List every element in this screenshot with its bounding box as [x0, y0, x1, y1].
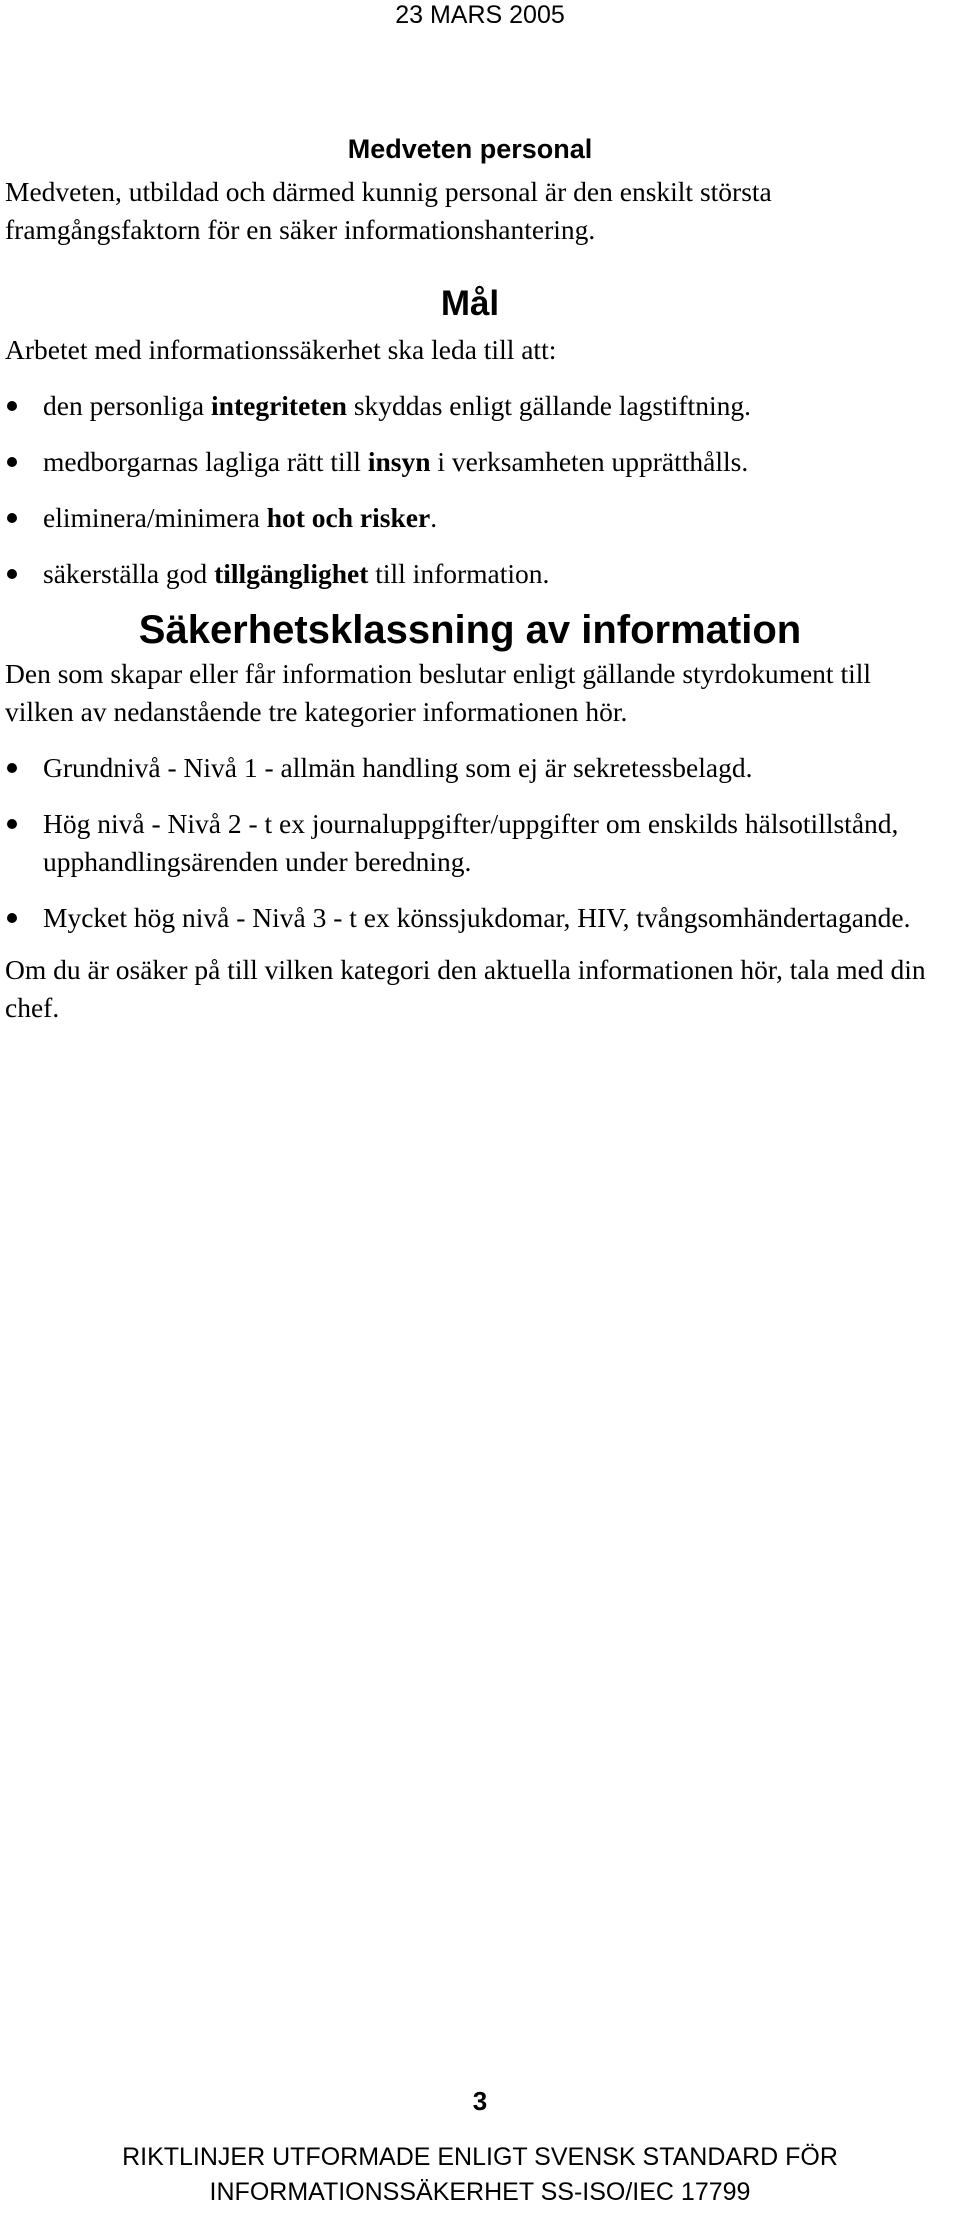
footer-line: RIKTLINJER UTFORMADE ENLIGT SVENSK STANDARD FÖR — [122, 2143, 838, 2171]
section-heading-medveten-personal: Medveten personal — [347, 134, 593, 164]
section-intro: Den som skapar eller får information beslutar enligt gällande styrdokument till vilken av nedanstående tre kategorier informationen hör. — [5, 658, 872, 727]
list-item: medborgarnas lagliga rätt till insyn i verksamheten upprätthålls. — [5, 443, 935, 481]
page-header-date: 23 MARS 2005 — [395, 1, 565, 29]
section-paragraph: Medveten, utbildad och därmed kunnig personal är den enskilt största framgångsfaktorn för en säker informationshantering. — [5, 176, 772, 245]
goals-list — [5, 387, 935, 593]
classification-list — [5, 749, 935, 937]
bullet-icon — [7, 913, 17, 923]
list-item: den personliga integriteten skyddas enligt gällande lagstiftning. — [5, 387, 935, 425]
footer-line: INFORMATIONSSÄKERHET SS-ISO/IEC 17799 — [209, 2178, 751, 2206]
section-heading-mal: Mål — [440, 284, 500, 323]
document-body — [5, 133, 935, 1027]
bullet-icon — [7, 819, 17, 829]
list-item: Grundnivå - Nivå 1 - allmän handling som ej är sekretessbelagd. — [5, 749, 935, 787]
list-item: Mycket hög nivå - Nivå 3 - t ex könssjukdomar, HIV, tvångsomhändertagande. — [5, 899, 935, 937]
bullet-icon — [7, 513, 17, 523]
list-item: Hög nivå - Nivå 2 - t ex journaluppgifter/uppgifter om enskilds hälsotillstånd, upphandlingsärenden under beredning. — [5, 805, 935, 881]
section-heading-sakerhetsklassning: Säkerhetsklassning av information — [138, 608, 802, 652]
closing-paragraph: Om du är osäker på till vilken kategori den aktuella informationen hör, tala med din chef. — [5, 954, 926, 1023]
page-footer — [0, 2140, 960, 2210]
bullet-icon — [7, 457, 17, 467]
bullet-icon — [7, 401, 17, 411]
list-item: eliminera/minimera hot och risker. — [5, 499, 935, 537]
page-number: 3 — [472, 2086, 488, 2116]
list-item: säkerställa god tillgänglighet till information. — [5, 555, 935, 593]
bullet-icon — [7, 763, 17, 773]
section-intro: Arbetet med informationssäkerhet ska leda till att: — [5, 334, 557, 365]
bullet-icon — [7, 569, 17, 579]
